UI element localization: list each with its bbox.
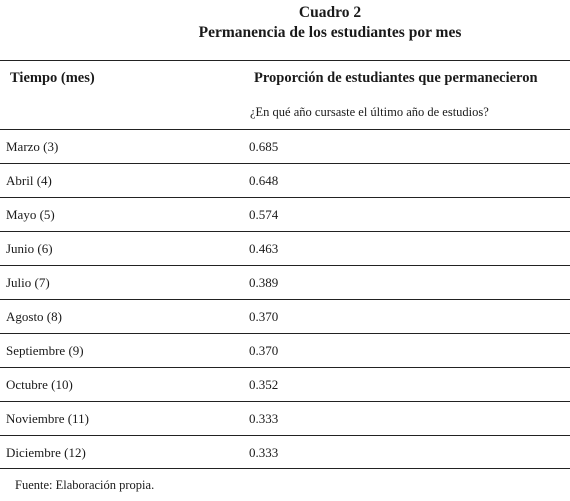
header-question: ¿En qué año cursaste el último año de estudios? bbox=[250, 105, 489, 119]
table-row bbox=[0, 368, 570, 401]
value-cell: 0.370 bbox=[249, 343, 279, 358]
value-cell: 0.574 bbox=[249, 207, 279, 222]
value-cell: 0.648 bbox=[249, 173, 279, 188]
table-row bbox=[0, 334, 570, 367]
month-cell: Julio (7) bbox=[6, 275, 50, 290]
month-cell: Abril (4) bbox=[6, 173, 52, 188]
month-cell: Diciembre (12) bbox=[6, 445, 86, 460]
value-cell: 0.333 bbox=[249, 445, 279, 460]
month-cell: Junio (6) bbox=[6, 241, 53, 256]
month-cell: Marzo (3) bbox=[6, 139, 59, 154]
table-title: Permanencia de los estudiantes por mes bbox=[198, 24, 462, 41]
value-cell: 0.370 bbox=[249, 309, 279, 324]
table-row bbox=[0, 436, 570, 469]
month-cell: Septiembre (9) bbox=[6, 343, 84, 358]
month-cell: Octubre (10) bbox=[6, 377, 73, 392]
top-rule bbox=[0, 60, 570, 61]
table-row bbox=[0, 402, 570, 435]
month-cell: Mayo (5) bbox=[6, 207, 55, 222]
value-cell: 0.463 bbox=[249, 241, 279, 256]
table-row bbox=[0, 164, 570, 197]
value-cell: 0.389 bbox=[249, 275, 279, 290]
table-row bbox=[0, 232, 570, 265]
value-cell: 0.685 bbox=[249, 139, 279, 154]
table-row bbox=[0, 266, 570, 299]
header-time: Tiempo (mes) bbox=[10, 70, 95, 86]
table-row bbox=[0, 130, 570, 163]
month-cell: Noviembre (11) bbox=[6, 411, 89, 426]
value-cell: 0.352 bbox=[249, 377, 279, 392]
table-row bbox=[0, 198, 570, 231]
table-caption bbox=[0, 3, 570, 43]
source-note: Fuente: Elaboración propia. bbox=[15, 478, 155, 492]
value-cell: 0.333 bbox=[249, 411, 279, 426]
month-cell: Agosto (8) bbox=[6, 309, 62, 324]
table-number: Cuadro 2 bbox=[298, 4, 362, 21]
table-row bbox=[0, 300, 570, 333]
bottom-rule bbox=[0, 468, 570, 469]
header-proportion: Proporción de estudiantes que permanecieron bbox=[254, 70, 538, 86]
